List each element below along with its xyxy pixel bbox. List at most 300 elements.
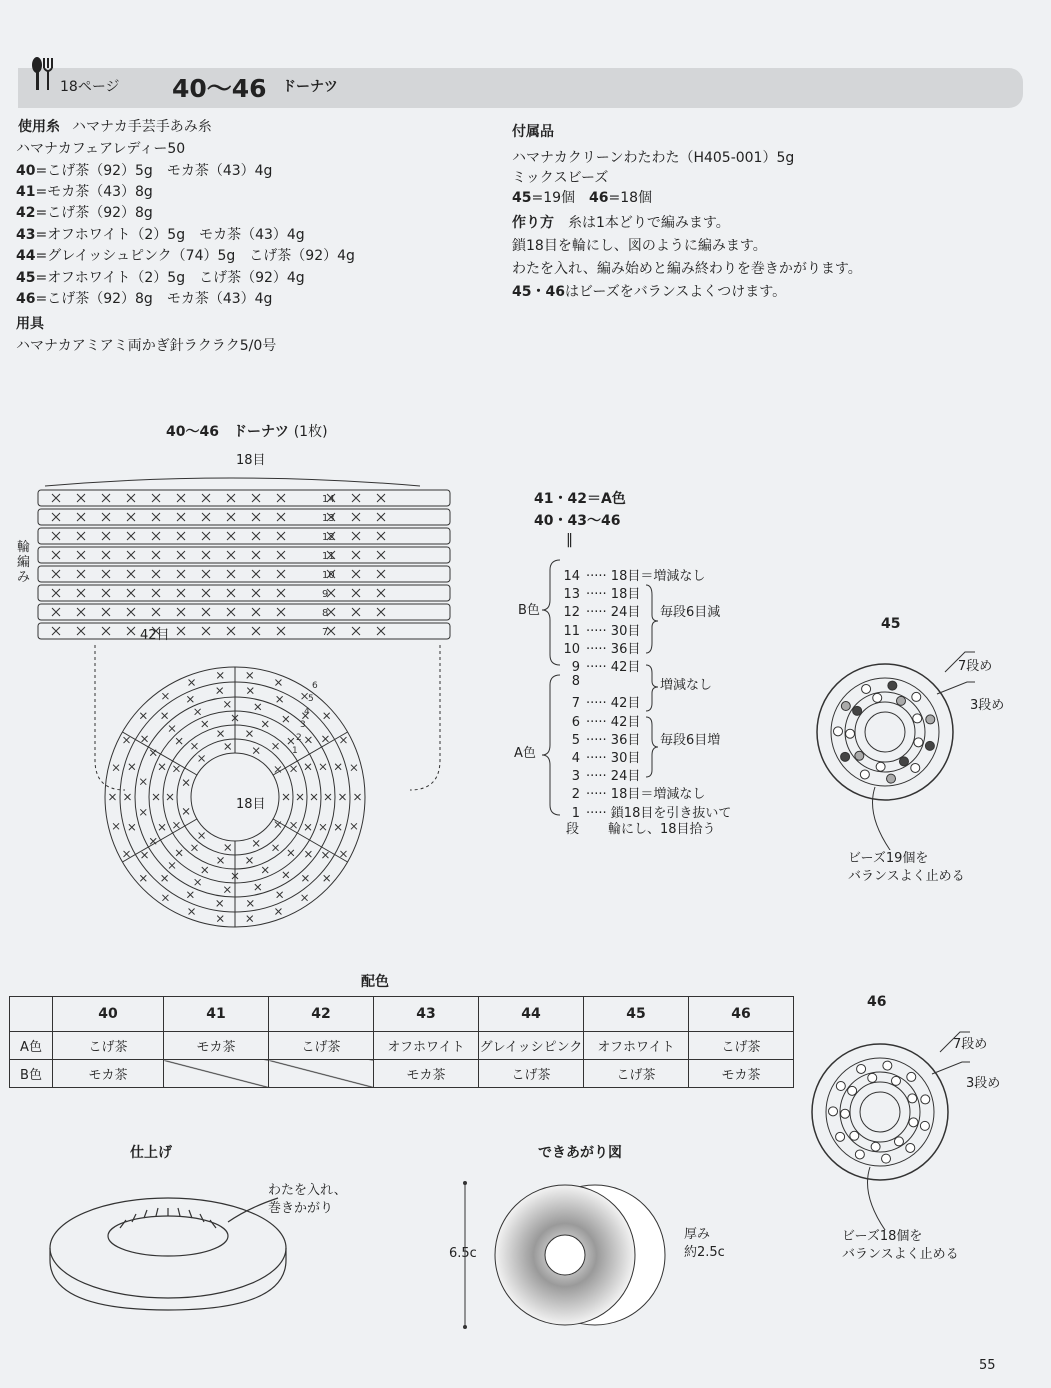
bead-dot <box>907 1072 916 1081</box>
stitch-mark <box>377 589 385 597</box>
band-row <box>38 547 450 563</box>
stitch-mark <box>152 570 160 578</box>
stitch-mark <box>247 916 253 922</box>
row-number: 11 <box>322 551 335 562</box>
stitch-mark <box>352 589 360 597</box>
bead-ring <box>860 1092 900 1132</box>
stitch-mark <box>275 822 281 828</box>
stitch-mark <box>127 494 135 502</box>
stitch-mark <box>189 679 195 685</box>
band-row <box>38 623 450 639</box>
stitch-mark <box>377 513 385 521</box>
yarn-item: 44=グレイッシュピンク（74）5g こげ茶（92）4g <box>16 248 355 264</box>
stitch-mark <box>202 551 210 559</box>
band-top <box>45 478 420 486</box>
stitch-mark <box>277 532 285 540</box>
col-header: 42 <box>269 997 374 1032</box>
stitch-mark <box>177 494 185 502</box>
stitch-mark <box>297 794 303 800</box>
stitch-mark <box>352 608 360 616</box>
bead-dot <box>850 1131 859 1140</box>
stitch-mark <box>377 532 385 540</box>
finish-illustration <box>40 1180 300 1320</box>
stitch-mark <box>159 824 165 830</box>
stitch-mark <box>127 608 135 616</box>
accessories-label: 付属品 <box>512 124 554 140</box>
stitch-mark <box>77 494 85 502</box>
bead45-note: ビーズ19個を バランスよく止める <box>848 851 965 884</box>
done-height: 6.5c <box>449 1246 477 1261</box>
stitch-mark <box>352 570 360 578</box>
stitch-mark <box>152 532 160 540</box>
table-cell: モカ茶 <box>53 1060 164 1088</box>
bead-dot <box>855 751 864 760</box>
stitch-mark <box>352 513 360 521</box>
stitch-mark <box>218 857 224 863</box>
row-entry: 1 ····· 鎖18目を引き抜いて 輪にし、18目拾う 段 <box>566 805 732 837</box>
stitch-mark <box>150 750 156 756</box>
row-entry: 7 ····· 42目 <box>571 696 641 712</box>
bead-dot <box>909 1118 918 1127</box>
bead45-diagram <box>800 650 1000 850</box>
stitch-mark <box>152 589 160 597</box>
stitch-mark <box>124 737 130 743</box>
row-label-a: A色 <box>10 1032 53 1060</box>
band-row <box>38 490 450 506</box>
stitch-mark <box>305 824 311 830</box>
band-row <box>38 509 450 525</box>
stitch-mark <box>127 551 135 559</box>
bead-ring <box>865 712 905 752</box>
row-entry: 4 ····· 30目 <box>571 751 641 766</box>
row-number: 13 <box>322 513 335 524</box>
page-number: 55 <box>979 1358 996 1373</box>
row-entry: 2 ····· 18目＝増減なし <box>571 787 706 803</box>
stitch-mark <box>77 551 85 559</box>
stitch-mark <box>202 589 210 597</box>
bead-dot <box>914 738 923 747</box>
guide-line <box>95 645 125 790</box>
stitch-mark <box>113 765 119 771</box>
stitch-mark <box>177 608 185 616</box>
stitch-mark <box>335 764 341 770</box>
stitch-mark <box>340 737 346 743</box>
b-color-label: B色 <box>518 603 540 618</box>
stitch-mark <box>102 589 110 597</box>
bead-dot <box>887 774 896 783</box>
stitch-mark <box>302 895 308 901</box>
stitch-mark <box>202 494 210 502</box>
bead-dot <box>908 1094 917 1103</box>
stitch-mark <box>159 764 165 770</box>
row-entry: 12 ····· 24目 毎段6目減 <box>563 605 721 621</box>
stitch-mark <box>324 713 330 719</box>
col-header: 40 <box>53 997 164 1032</box>
bead-dot <box>894 1137 903 1146</box>
bead-dot <box>899 757 908 766</box>
stitch-mark <box>247 672 253 678</box>
table-cell: モカ茶 <box>164 1032 269 1060</box>
stitch-mark <box>340 794 346 800</box>
spoon-fork-icon <box>28 56 56 92</box>
pattern-number: 40〜46 <box>172 74 267 103</box>
stitch-mark <box>322 736 328 742</box>
stitch-mark <box>275 909 281 915</box>
stitch-mark <box>253 748 259 754</box>
bead45-label7: 7段め <box>958 659 993 674</box>
done-thickness: 厚み 約2.5c <box>684 1227 725 1260</box>
yarn-item: 46=こげ茶（92）8g モカ茶（43）4g <box>16 291 273 307</box>
bead-dot <box>888 681 897 690</box>
stitch-mark <box>377 570 385 578</box>
stitch-mark <box>262 867 268 873</box>
stitch-mark <box>277 570 285 578</box>
round-number: 5 <box>308 694 314 704</box>
stitch-mark <box>305 764 311 770</box>
stitch-mark <box>52 608 60 616</box>
bead-dot <box>891 1076 900 1085</box>
table-cell: こげ茶 <box>269 1032 374 1060</box>
stitch-mark <box>283 794 289 800</box>
stitch-mark <box>247 900 253 906</box>
stitch-mark <box>352 627 360 635</box>
stitch-mark <box>187 696 193 702</box>
stitch-mark <box>275 766 281 772</box>
stitch-mark <box>191 845 197 851</box>
color-table-title: 配色 <box>361 974 389 990</box>
stitch-mark <box>169 726 175 732</box>
leader-line <box>940 1032 970 1052</box>
stitch-mark <box>199 755 205 761</box>
bead-dot <box>841 752 850 761</box>
stitch-mark <box>275 679 281 685</box>
bead-dot <box>882 1154 891 1163</box>
col-header: 44 <box>479 997 584 1032</box>
yarn-item: 41=モカ茶（43）8g <box>16 184 153 200</box>
table-cell: モカ茶 <box>689 1060 794 1088</box>
row-number: 14 <box>322 494 335 505</box>
stitch-mark <box>177 513 185 521</box>
bead46-diagram <box>795 1030 995 1230</box>
stitch-mark <box>225 844 231 850</box>
pattern-title: ドーナツ <box>282 79 338 95</box>
stitch-mark <box>176 850 182 856</box>
header-band <box>18 68 1023 108</box>
stitch-mark <box>227 589 235 597</box>
row-entry: 8 増減なし <box>571 674 713 694</box>
method-line1: 作り方 糸は1本どりで編みます。 <box>512 215 730 231</box>
stitch-mark <box>202 608 210 616</box>
row-number: 8 <box>322 608 329 619</box>
bead45-label3: 3段め <box>970 698 1005 713</box>
stitch-mark <box>52 627 60 635</box>
table-cell-empty <box>269 1060 374 1088</box>
stitch-mark <box>150 838 156 844</box>
round-number: 1 <box>292 746 298 756</box>
leader-line <box>937 682 975 694</box>
row-number: 12 <box>322 532 335 543</box>
stitch-mark <box>110 794 116 800</box>
stitch-mark <box>288 850 294 856</box>
bead-dot <box>911 763 920 772</box>
stitch-mark <box>202 721 208 727</box>
band-row <box>38 585 450 601</box>
row-number: 7 <box>322 627 329 638</box>
stitch-mark <box>102 608 110 616</box>
band-row <box>38 604 450 620</box>
stitch-mark <box>351 765 357 771</box>
bead-dot <box>873 693 882 702</box>
stitch-mark <box>176 738 182 744</box>
table-cell: こげ茶 <box>479 1060 584 1088</box>
stitch-mark <box>352 494 360 502</box>
finish-note: わたを入れ、 巻きかがり <box>268 1183 347 1216</box>
bead-dot <box>926 715 935 724</box>
bead-dot <box>841 1109 850 1118</box>
bead-dot <box>853 706 862 715</box>
stitch-mark <box>246 857 252 863</box>
stitch-mark <box>142 852 148 858</box>
band-row <box>38 566 450 582</box>
stitch-mark <box>277 513 285 521</box>
row-number: 9 <box>322 589 329 600</box>
stitch-mark <box>102 532 110 540</box>
stitch-mark <box>52 570 60 578</box>
stitch-mark <box>77 589 85 597</box>
stitch-mark <box>277 608 285 616</box>
done-title: できあがり図 <box>538 1145 622 1161</box>
row-entry: 11 ····· 30目 <box>563 623 641 639</box>
bead-ring <box>855 702 915 762</box>
round-ring <box>177 739 293 855</box>
stitch-mark <box>102 513 110 521</box>
bead-dot <box>846 729 855 738</box>
bead-dot <box>862 684 871 693</box>
stitch-mark <box>311 794 317 800</box>
stitch-mark <box>127 627 135 635</box>
yarn-item: 40=こげ茶（92）5g モカ茶（43）4g <box>16 163 273 179</box>
stitch-mark <box>377 627 385 635</box>
leader-line <box>945 652 975 672</box>
leader-line <box>932 1062 970 1074</box>
stitch-mark <box>195 879 201 885</box>
stitch-mark <box>305 737 311 743</box>
stitch-mark <box>162 713 168 719</box>
bead-dot <box>841 702 850 711</box>
stitch-mark <box>252 570 260 578</box>
done-illustration <box>455 1175 675 1335</box>
stitch-mark <box>177 570 185 578</box>
bead-dot <box>855 1150 864 1159</box>
stitch-mark <box>183 780 189 786</box>
col-header: 43 <box>374 997 479 1032</box>
stitch-mark <box>153 794 159 800</box>
row-entry: 5 ····· 36目 毎段6目増 <box>571 732 721 748</box>
row-entry: 14 ····· 18目＝増減なし <box>563 569 706 584</box>
row-entry: 6 ····· 42目 <box>571 714 641 730</box>
table-cell-empty <box>164 1060 269 1088</box>
bead46-label7: 7段め <box>953 1037 988 1052</box>
bead-dot <box>925 741 934 750</box>
stitch-mark <box>124 851 130 857</box>
bead46-note: ビーズ18個を バランスよく止める <box>842 1229 959 1262</box>
row-entry: 13 ····· 18目 <box>563 587 641 603</box>
stitch-mark <box>277 551 285 559</box>
bead-ring <box>850 1082 910 1142</box>
rows-head3: ‖ <box>566 532 573 548</box>
side-label: 輪 編 み <box>17 540 31 585</box>
stitch-mark <box>217 672 223 678</box>
stitch-mark <box>189 909 195 915</box>
stitch-mark <box>152 551 160 559</box>
stitch-mark <box>187 892 193 898</box>
stitch-mark <box>142 736 148 742</box>
stitch-mark <box>177 589 185 597</box>
stitch-mark <box>77 532 85 540</box>
stitch-mark <box>273 743 279 749</box>
stitch-mark <box>302 875 308 881</box>
stitch-mark <box>140 875 146 881</box>
yarn-item: 42=こげ茶（92）8g <box>16 205 153 221</box>
stitch-mark <box>162 693 168 699</box>
stitch-mark <box>273 845 279 851</box>
stitch-mark <box>252 589 260 597</box>
stitch-mark <box>217 688 223 694</box>
bead46-label3: 3段め <box>966 1076 1001 1091</box>
stitch-mark <box>227 532 235 540</box>
stitch-mark <box>127 570 135 578</box>
page-reference: 18ページ <box>60 79 120 95</box>
center-count: 18目 <box>236 797 266 812</box>
stitch-mark <box>140 809 146 815</box>
stitch-mark <box>202 570 210 578</box>
stitch-mark <box>217 916 223 922</box>
bead-dot <box>848 1086 857 1095</box>
stitch-mark <box>127 513 135 521</box>
table-cell: こげ茶 <box>53 1032 164 1060</box>
stitch-mark <box>224 887 230 893</box>
finish-title: 仕上げ <box>130 1145 172 1161</box>
table-cell: こげ茶 <box>584 1060 689 1088</box>
stitch-mark <box>77 513 85 521</box>
accessories-line2: ミックスビーズ <box>512 170 609 186</box>
stitch-mark <box>162 875 168 881</box>
round-number: 4 <box>304 707 310 717</box>
stitch-mark <box>102 551 110 559</box>
bead-dot <box>836 1132 845 1141</box>
stitch-mark <box>252 532 260 540</box>
stitch-mark <box>277 696 283 702</box>
stitch-mark <box>322 852 328 858</box>
stitch-mark <box>377 608 385 616</box>
stitch-mark <box>77 608 85 616</box>
yarn-item: 45=オフホワイト（2）5g こげ茶（92）4g <box>16 270 305 286</box>
band-row <box>38 528 450 544</box>
stitch-mark <box>255 704 261 710</box>
stitch-mark <box>173 766 179 772</box>
stitch-mark <box>177 532 185 540</box>
stitch-mark <box>202 513 210 521</box>
stitch-mark <box>52 494 60 502</box>
stitch-mark <box>352 551 360 559</box>
diagram-title: 40〜46 ドーナツ (1枚) <box>166 424 328 440</box>
stitch-mark <box>351 823 357 829</box>
stitch-mark <box>225 744 231 750</box>
stitch-mark <box>352 532 360 540</box>
stitch-mark <box>227 570 235 578</box>
bead-dot <box>896 696 905 705</box>
stitch-mark <box>288 738 294 744</box>
stitch-mark <box>169 862 175 868</box>
method-line2: 鎖18目を輪にし、図のように編みます。 <box>512 238 767 254</box>
stitch-mark <box>152 627 160 635</box>
crochet-chart <box>0 460 470 960</box>
row-label-b: B色 <box>10 1060 53 1088</box>
stitch-mark <box>277 494 285 502</box>
stitch-mark <box>152 494 160 502</box>
lower-rounds <box>105 667 365 927</box>
stitch-mark <box>202 627 210 635</box>
stitch-mark <box>177 627 185 635</box>
bead-dot <box>834 727 843 736</box>
bottom-count: 42目 <box>140 628 170 643</box>
stitch-mark <box>162 895 168 901</box>
col-header: 46 <box>689 997 794 1032</box>
stitch-mark <box>262 721 268 727</box>
stitch-mark <box>102 627 110 635</box>
stitch-mark <box>283 716 289 722</box>
stitch-mark <box>52 551 60 559</box>
stitch-mark <box>102 570 110 578</box>
stitch-mark <box>218 731 224 737</box>
stitch-mark <box>127 589 135 597</box>
stitch-mark <box>125 794 131 800</box>
stitch-mark <box>140 779 146 785</box>
stitch-mark <box>129 824 135 830</box>
stitch-mark <box>253 840 259 846</box>
bead-dot <box>883 1061 892 1070</box>
row-entry: 10 ····· 36目 <box>563 641 641 657</box>
stitch-mark <box>177 551 185 559</box>
stitch-mark <box>77 627 85 635</box>
leader-line <box>868 1167 891 1230</box>
yarn-line: ハマナカフェアレディー50 <box>16 141 186 157</box>
stitch-mark <box>202 867 208 873</box>
bead46-title: 46 <box>867 994 887 1010</box>
stitch-mark <box>325 794 331 800</box>
bead-dot <box>829 1107 838 1116</box>
bead-dot <box>857 1064 866 1073</box>
stitch-mark <box>52 513 60 521</box>
table-cell: モカ茶 <box>374 1060 479 1088</box>
bead-counts: 45=19個 46=18個 <box>512 190 653 206</box>
rows-head2: 40・43〜46 <box>534 513 621 529</box>
bead-dot <box>876 762 885 771</box>
stitch-mark <box>247 688 253 694</box>
round-ring <box>191 753 279 841</box>
stitch-mark <box>102 494 110 502</box>
stitch-mark <box>113 823 119 829</box>
stitch-mark <box>77 570 85 578</box>
stitch-mark <box>377 551 385 559</box>
guide-line <box>410 645 440 790</box>
stitch-mark <box>167 794 173 800</box>
stitch-mark <box>291 822 297 828</box>
table-corner <box>10 997 53 1032</box>
a-color-label: A色 <box>514 746 536 761</box>
stitch-mark <box>199 833 205 839</box>
stitch-mark <box>140 713 146 719</box>
